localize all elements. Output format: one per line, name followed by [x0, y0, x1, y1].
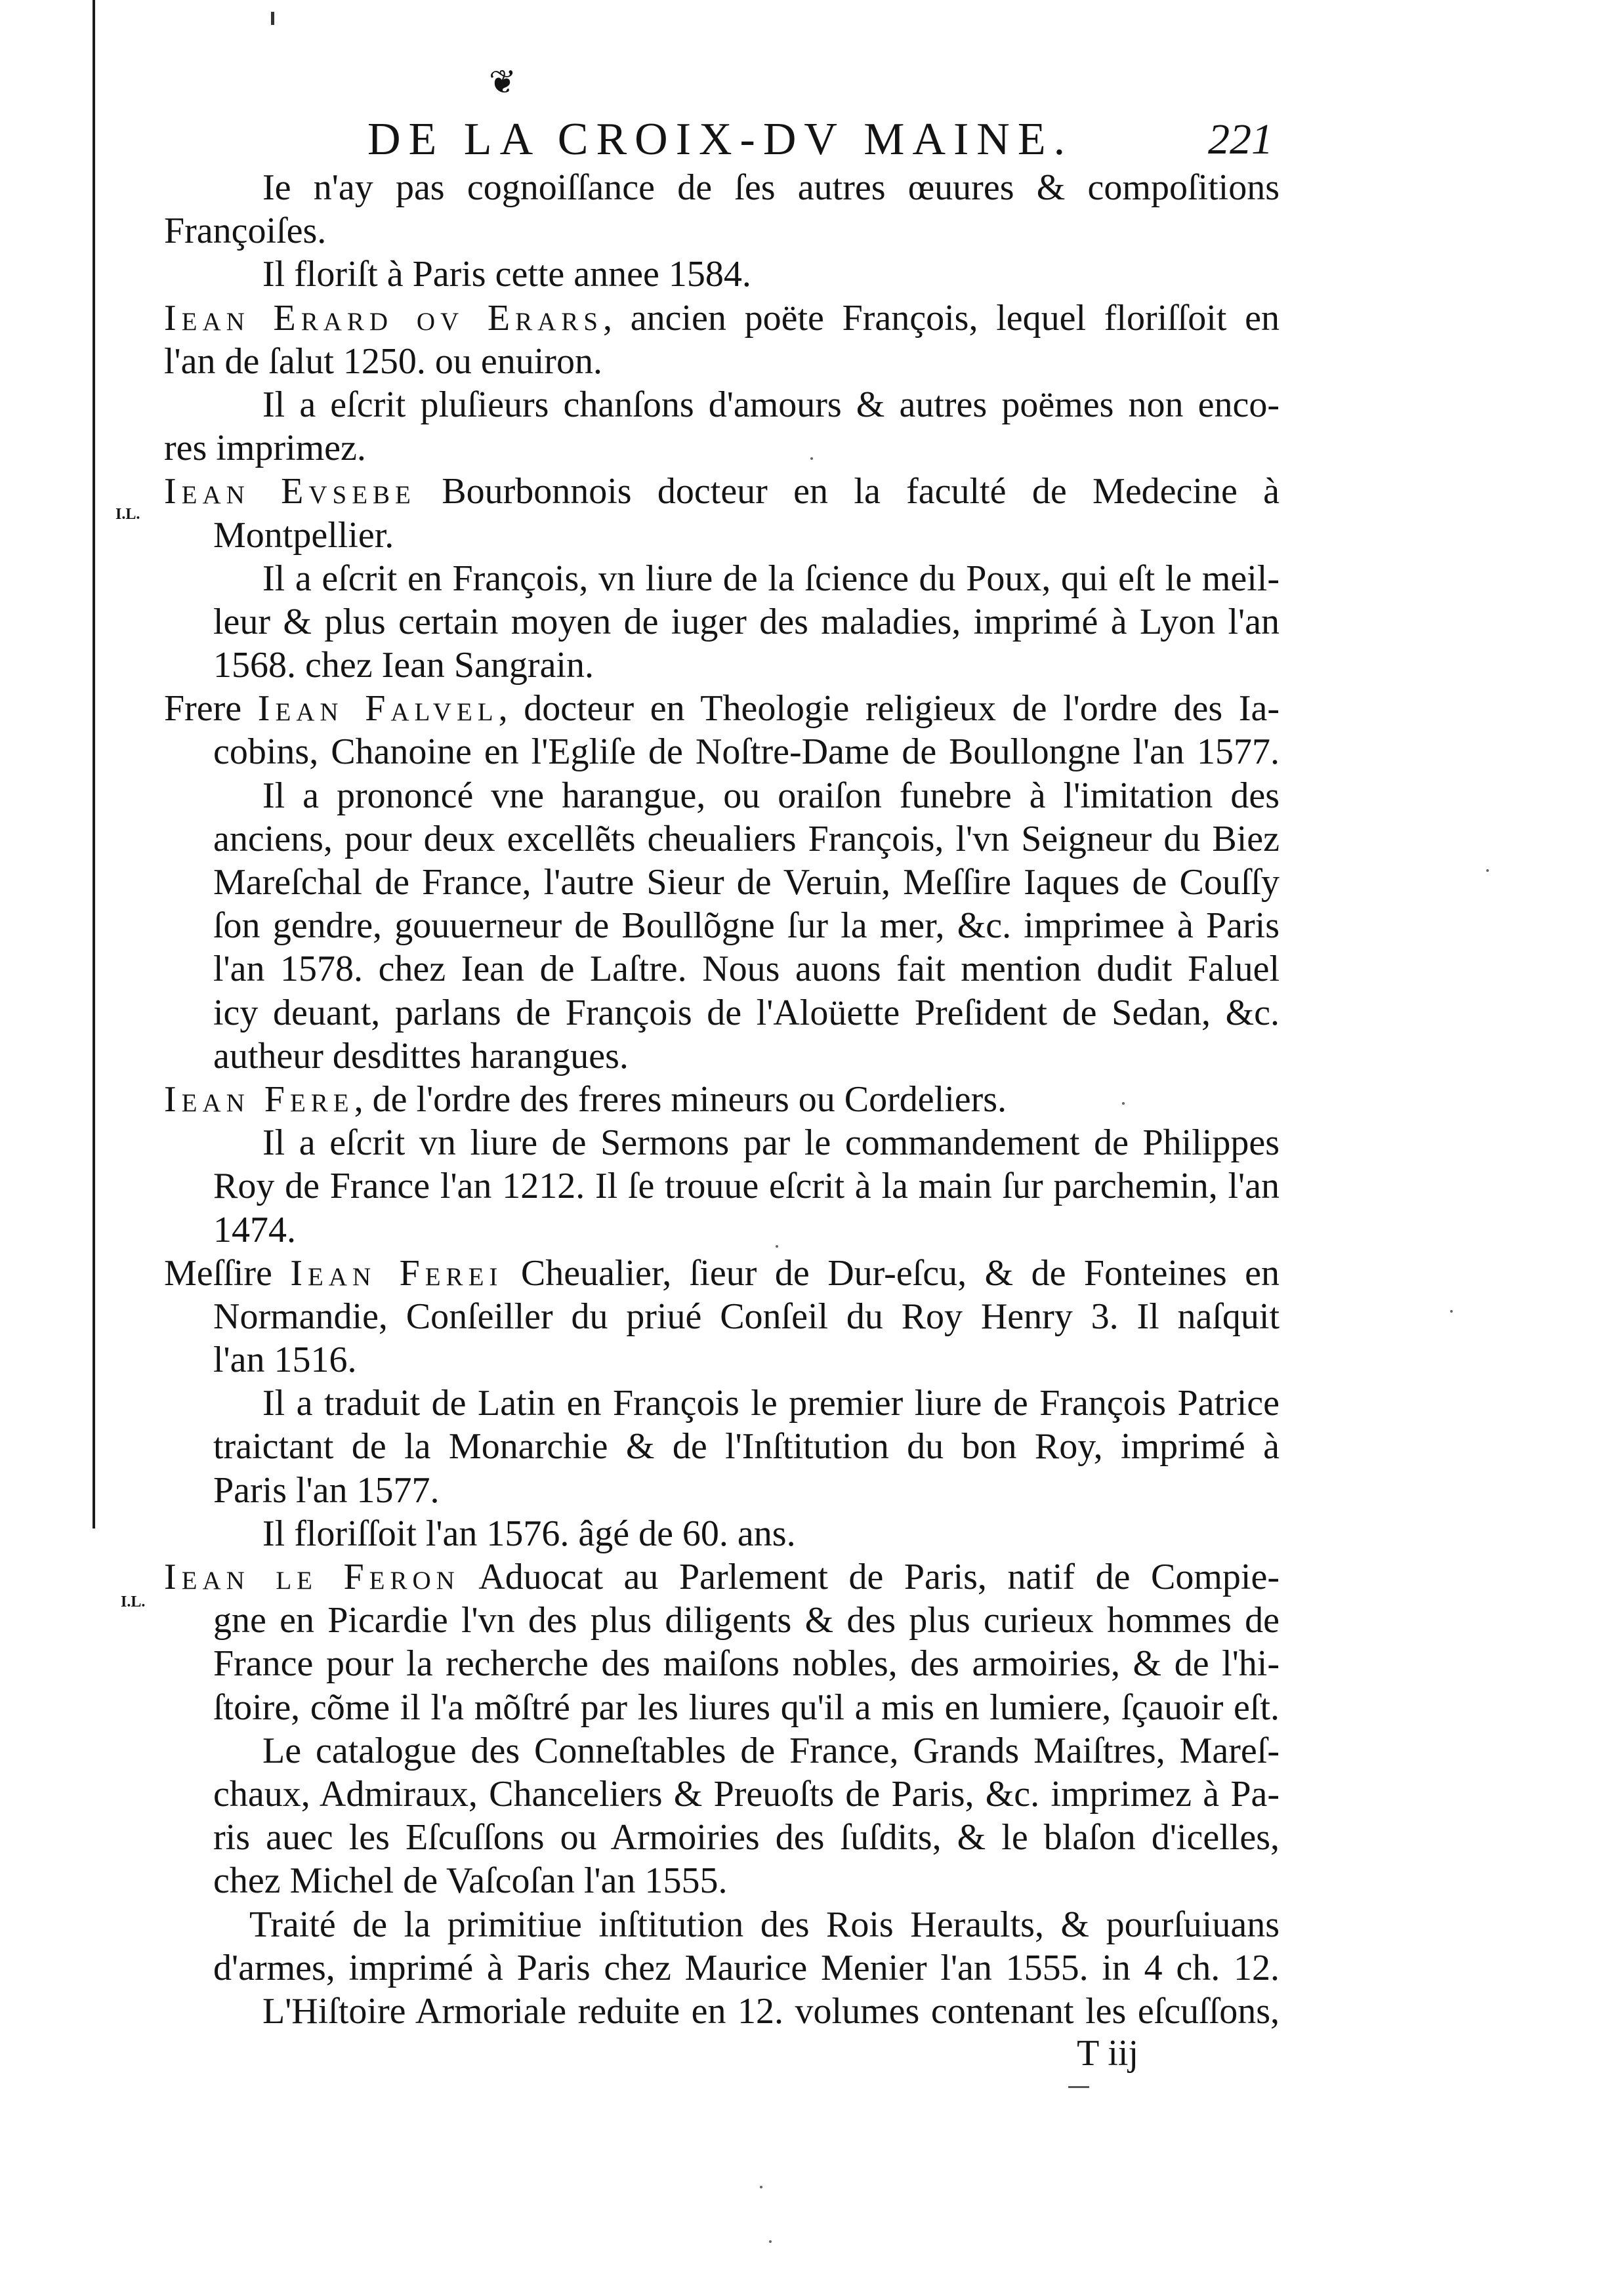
signature-underline — [1068, 2086, 1089, 2088]
text-line: icy deuant, parlans de François de l'Aloüette Preſident de Sedan, &c. — [213, 992, 1280, 1033]
margin-note: I.L. — [115, 506, 140, 523]
text-line: leur & plus certain moyen de iuger des maladies, imprimé à Lyon l'an — [213, 601, 1280, 642]
text-line: Il a eſcrit en François, vn liure de la ſcience du Poux, qui eſt le meil- — [262, 558, 1280, 599]
text-line: Il floriſt à Paris cette annee 1584. — [262, 254, 751, 295]
text-line: L'Hiſtoire Armoriale reduite en 12. volumes contenant les eſcuſſons, — [262, 1990, 1280, 2032]
text-line: Il a eſcrit vn liure de Sermons par le commandement de Philippes — [262, 1122, 1280, 1164]
entry-name: Iean le Feron — [164, 1557, 460, 1597]
text-line: anciens, pour deux excellẽts cheualiers François, l'vn Seigneur du Biez — [213, 818, 1280, 859]
text-line: Le catalogue des Conneſtables de France, Grands Maiſtres, Mareſ- — [262, 1730, 1280, 1771]
ink-speck — [810, 457, 813, 460]
text-line: chaux, Admiraux, Chanceliers & Preuoſts de Paris, &c. imprimez à Pa- — [213, 1773, 1280, 1814]
text-line: ris auec les Eſcuſſons ou Armoiries des ſuſdits, & le blaſon d'icelles, — [213, 1817, 1280, 1858]
ink-speck — [776, 1245, 778, 1248]
text-line: 1568. chez Iean Sangrain. — [213, 645, 594, 686]
running-head: DE LA CROIX-DV MAINE. — [367, 114, 1073, 165]
text-line: ſon gendre, gouuerneur de Boullõgne ſur la mer, &c. imprimee à Paris — [213, 905, 1280, 947]
entry-heading-line: Iean le Feron Aduocat au Parlement de Paris, natif de Compie- — [164, 1557, 1280, 1597]
ink-speck — [769, 2240, 772, 2243]
entry-heading-line: Iean Evsebe Bourbonnois docteur en la faculté de Medecine à — [164, 471, 1280, 512]
text-line: 1474. — [213, 1209, 296, 1250]
text-line: Mareſchal de France, l'autre Sieur de Veruin, Meſſire Iaques de Couſſy — [213, 862, 1280, 903]
text-line: Traité de la primitiue inſtitution des Rois Heraults, & pourſuiuans — [249, 1904, 1280, 1945]
text-line: Roy de France l'an 1212. Il ſe trouue eſcrit à la main ſur parchemin, l'an — [213, 1166, 1280, 1207]
entry-name: Iean Evsebe — [164, 471, 416, 512]
text-line: ſtoire, cõme il l'a mõſtré par les liures qu'il a mis en lumiere, ſçauoir eſt. — [213, 1687, 1280, 1728]
text-line: l'an 1578. chez Iean de Laſtre. Nous auons fait mention dudit Faluel — [213, 949, 1280, 990]
text-line: Normandie, Conſeiller du priué Conſeil du Roy Henry 3. Il naſquit — [213, 1296, 1280, 1337]
text-line: Il a traduit de Latin en François le premier liure de François Patrice — [262, 1383, 1280, 1424]
entry-name: Iean Ferei — [290, 1252, 503, 1294]
text-line: Paris l'an 1577. — [213, 1469, 440, 1511]
ink-speck — [1450, 1310, 1453, 1313]
text-line: l'an de ſalut 1250. ou enuiron. — [164, 340, 602, 382]
text-line: Montpellier. — [213, 514, 394, 556]
ink-speck — [1122, 1102, 1125, 1105]
ink-mark — [271, 12, 274, 25]
text-line: autheur desdittes harangues. — [213, 1035, 629, 1076]
text-line: chez Michel de Vaſcoſan l'an 1555. — [213, 1860, 728, 1902]
text-line: Ie n'ay pas cognoiſſance de ſes autres œuures & compoſitions — [262, 167, 1280, 208]
ink-speck — [1486, 869, 1489, 872]
page-fold-line — [93, 0, 95, 1528]
entry-name: Iean Erard ov Erars — [164, 297, 603, 338]
text-line: France pour la recherche des maiſons nobles, des armoiries, & de l'hi- — [213, 1643, 1280, 1685]
page-number: 221 — [1208, 115, 1273, 163]
ornament-fleuron: ❦ — [489, 64, 516, 100]
text-line: Françoiſes. — [164, 211, 327, 252]
text-line: cobins, Chanoine en l'Egliſe de Noſtre-Dame de Boullongne l'an 1577. — [213, 731, 1280, 773]
entry-name: Iean Fere — [164, 1078, 354, 1120]
text-line: Il a eſcrit pluſieurs chanſons d'amours & autres poëmes non enco- — [262, 384, 1280, 425]
body-text — [164, 166, 1280, 2033]
text-line: l'an 1516. — [213, 1340, 357, 1381]
signature-mark: T iij — [1077, 2033, 1138, 2074]
text-line: Il floriſſoit l'an 1576. âgé de 60. ans. — [262, 1513, 796, 1554]
entry-heading-line: Iean Erard ov Erars, ancien poëte François, lequel floriſſoit en — [164, 297, 1280, 338]
ink-speck — [760, 2186, 762, 2188]
entry-name: Iean Falvel — [257, 688, 499, 729]
text-line: res imprimez. — [164, 428, 366, 469]
text-line: d'armes, imprimé à Paris chez Maurice Menier l'an 1555. in 4 ch. 12. — [213, 1947, 1280, 1988]
entry-heading-line: Iean Fere, de l'ordre des freres mineurs ou Cordeliers. — [164, 1078, 1007, 1120]
entry-heading-line: Frere Iean Falvel, docteur en Theologie religieux de l'ordre des Ia- — [164, 688, 1280, 729]
text-line: Il a prononcé vne harangue, ou oraiſon funebre à l'imitation des — [262, 775, 1280, 816]
margin-note: I.L. — [121, 1593, 146, 1610]
entry-heading-line: Meſſire Iean Ferei Cheualier, ſieur de Dur-eſcu, & de Fonteines en — [164, 1252, 1280, 1294]
text-line: gne en Picardie l'vn des plus diligents & des plus curieux hommes de — [213, 1600, 1280, 1641]
text-line: traictant de la Monarchie & de l'Inſtitution du bon Roy, imprimé à — [213, 1426, 1280, 1467]
